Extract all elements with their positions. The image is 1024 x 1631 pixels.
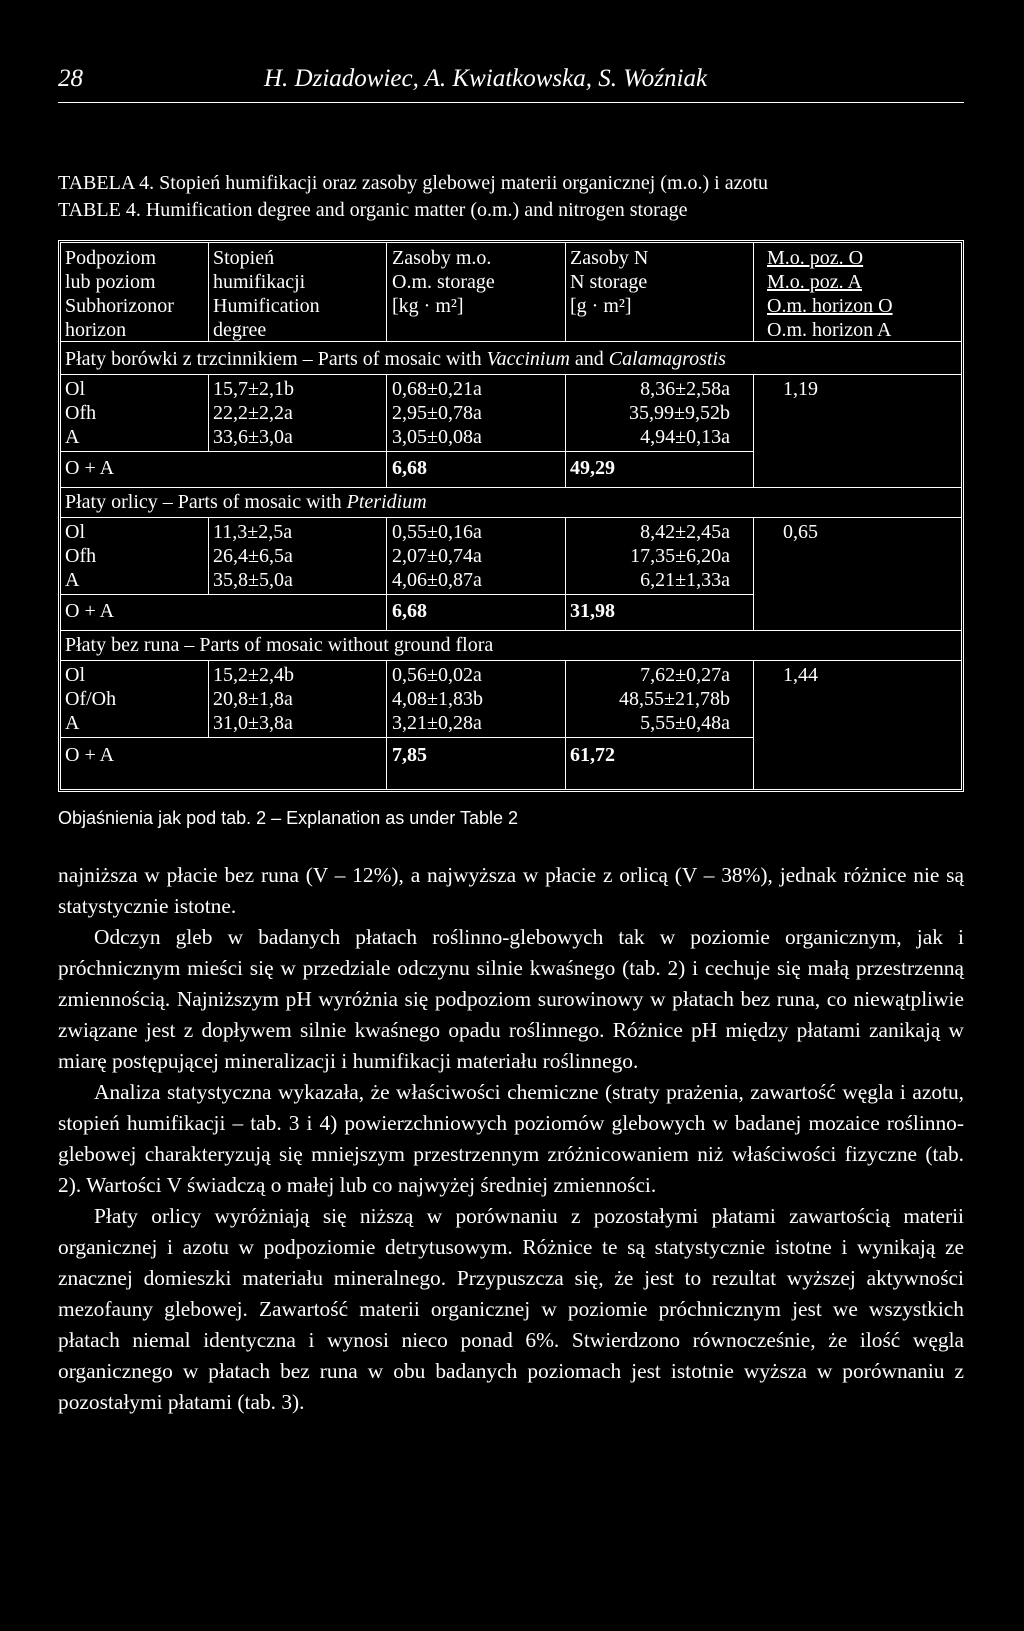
table-note: Objaśnienia jak pod tab. 2 – Explanation as under Table 2	[58, 808, 518, 828]
table-caption-pl: TABELA 4. Stopień humifikacji oraz zasoby glebowej materii organicznej (m.o.) i azotu	[58, 172, 769, 194]
ratio-value: 1,44	[783, 664, 818, 686]
om-values: 0,55±0,16a 2,07±0,74a 4,06±0,87a	[392, 521, 482, 591]
n-values: 8,36±2,58a 35,99±9,52b 4,94±0,13a	[629, 378, 730, 448]
group-title: Płaty borówki z trzcinnikiem – Parts of mosaic with Vaccinium and Calamagrostis	[65, 348, 726, 370]
total-n: 61,72	[570, 744, 615, 766]
page-number: 28	[58, 65, 83, 92]
header-rule	[58, 102, 964, 103]
humification-values: 15,7±2,1b 22,2±2,2a 33,6±3,0a	[213, 378, 294, 448]
data-table	[58, 240, 964, 792]
group-title: Płaty orlicy – Parts of mosaic with Pteridium	[65, 491, 427, 513]
paragraph: najniższa w płacie bez runa (V – 12%), a najwyższa w płacie z orlicą (V – 38%), jednak różnice nie są statystycznie istotne.	[58, 863, 964, 918]
table-row: Ol Of/Oh A	[65, 664, 117, 734]
humification-values: 11,3±2,5a 26,4±6,5a 35,8±5,0a	[213, 521, 293, 591]
header-col-humification: Stopień humifikacji Humification degree	[213, 247, 320, 341]
body-text	[58, 860, 964, 1418]
paragraph: Odczyn gleb w badanych płatach roślinno-glebowych tak w poziomie organicznym, jak i próchnicznym mieści się w przedziale odczynu silnie kwaśnego (tab. 2) i cechuje się małą przestrzenną zmiennością. Najniższym pH wyróżnia się podpoziom surowinowy w płatach bez runa, co niewątpliwie związane jest z dopływem silnie kwaśnego opadu roślinnego. Różnice pH między płatami zanikają w miarę postępującej mineralizacji i humifikacji materiału roślinnego.	[58, 925, 964, 1073]
paragraph: Płaty orlicy wyróżniają się niższą w porównaniu z pozostałymi płatami zawartością materii organicznej i azotu w podpoziomie detrytusowym. Różnice te są statystycznie istotne i wynikają ze znacznej domieszki materiału mineralnego. Przypuszcza się, że jest to rezultat wyższej aktywności mezofauny glebowej. Zawartość materii organicznej w poziomie próchnicznym jest we wszystkich płatach niemal identyczna i wynosi nieco ponad 6%. Stwierdzono równocześnie, że ilość węgla organicznego w płatach bez runa w obu badanych poziomach jest istotnie wyższa w porównaniu z pozostałymi płatami (tab. 3).	[58, 1204, 964, 1414]
header-col-ratio: M.o. poz. O M.o. poz. A O.m. horizon O O.m. horizon A	[767, 247, 893, 341]
total-label: O + A	[65, 600, 115, 622]
table-caption-en: TABLE 4. Humification degree and organic matter (o.m.) and nitrogen storage	[58, 199, 688, 221]
ratio-value: 1,19	[783, 378, 818, 400]
total-om: 7,85	[392, 744, 427, 766]
table-caption	[58, 170, 768, 224]
header-col-horizon: Podpoziom lub poziom Subhorizonor horizon	[65, 247, 174, 341]
table-row: Ol Ofh A	[65, 378, 97, 448]
paragraph: Analiza statystyczna wykazała, że właściwości chemiczne (straty prażenia, zawartość węgla i azotu, stopień humifikacji – tab. 3 i 4) powierzchniowych poziomów glebowych w badanej mozaice roślinno-glebowej charakteryzują się mniejszym przestrzennym zróżnicowaniem niż właściwości fizyczne (tab. 2). Wartości V świadczą o małej lub co najwyżej średniej zmienności.	[58, 1080, 964, 1197]
om-values: 0,68±0,21a 2,95±0,78a 3,05±0,08a	[392, 378, 482, 448]
header-col-om-storage: Zasoby m.o. O.m. storage [kg · m²]	[392, 247, 495, 317]
group-title: Płaty bez runa – Parts of mosaic without ground flora	[65, 634, 494, 656]
ratio-value: 0,65	[783, 521, 818, 543]
total-om: 6,68	[392, 457, 427, 479]
table-row: Ol Ofh A	[65, 521, 97, 591]
n-values: 7,62±0,27a 48,55±21,78b 5,55±0,48a	[619, 664, 730, 734]
humification-values: 15,2±2,4b 20,8±1,8a 31,0±3,8a	[213, 664, 294, 734]
total-label: O + A	[65, 457, 115, 479]
total-n: 49,29	[570, 457, 615, 479]
om-values: 0,56±0,02a 4,08±1,83b 3,21±0,28a	[392, 664, 483, 734]
total-om: 6,68	[392, 600, 427, 622]
header-col-n-storage: Zasoby N N storage [g · m²]	[570, 247, 649, 317]
total-label: O + A	[65, 744, 115, 766]
n-values: 8,42±2,45a 17,35±6,20a 6,21±1,33a	[630, 521, 730, 591]
total-n: 31,98	[570, 600, 615, 622]
running-header-authors: H. Dziadowiec, A. Kwiatkowska, S. Woźniak	[264, 65, 708, 92]
